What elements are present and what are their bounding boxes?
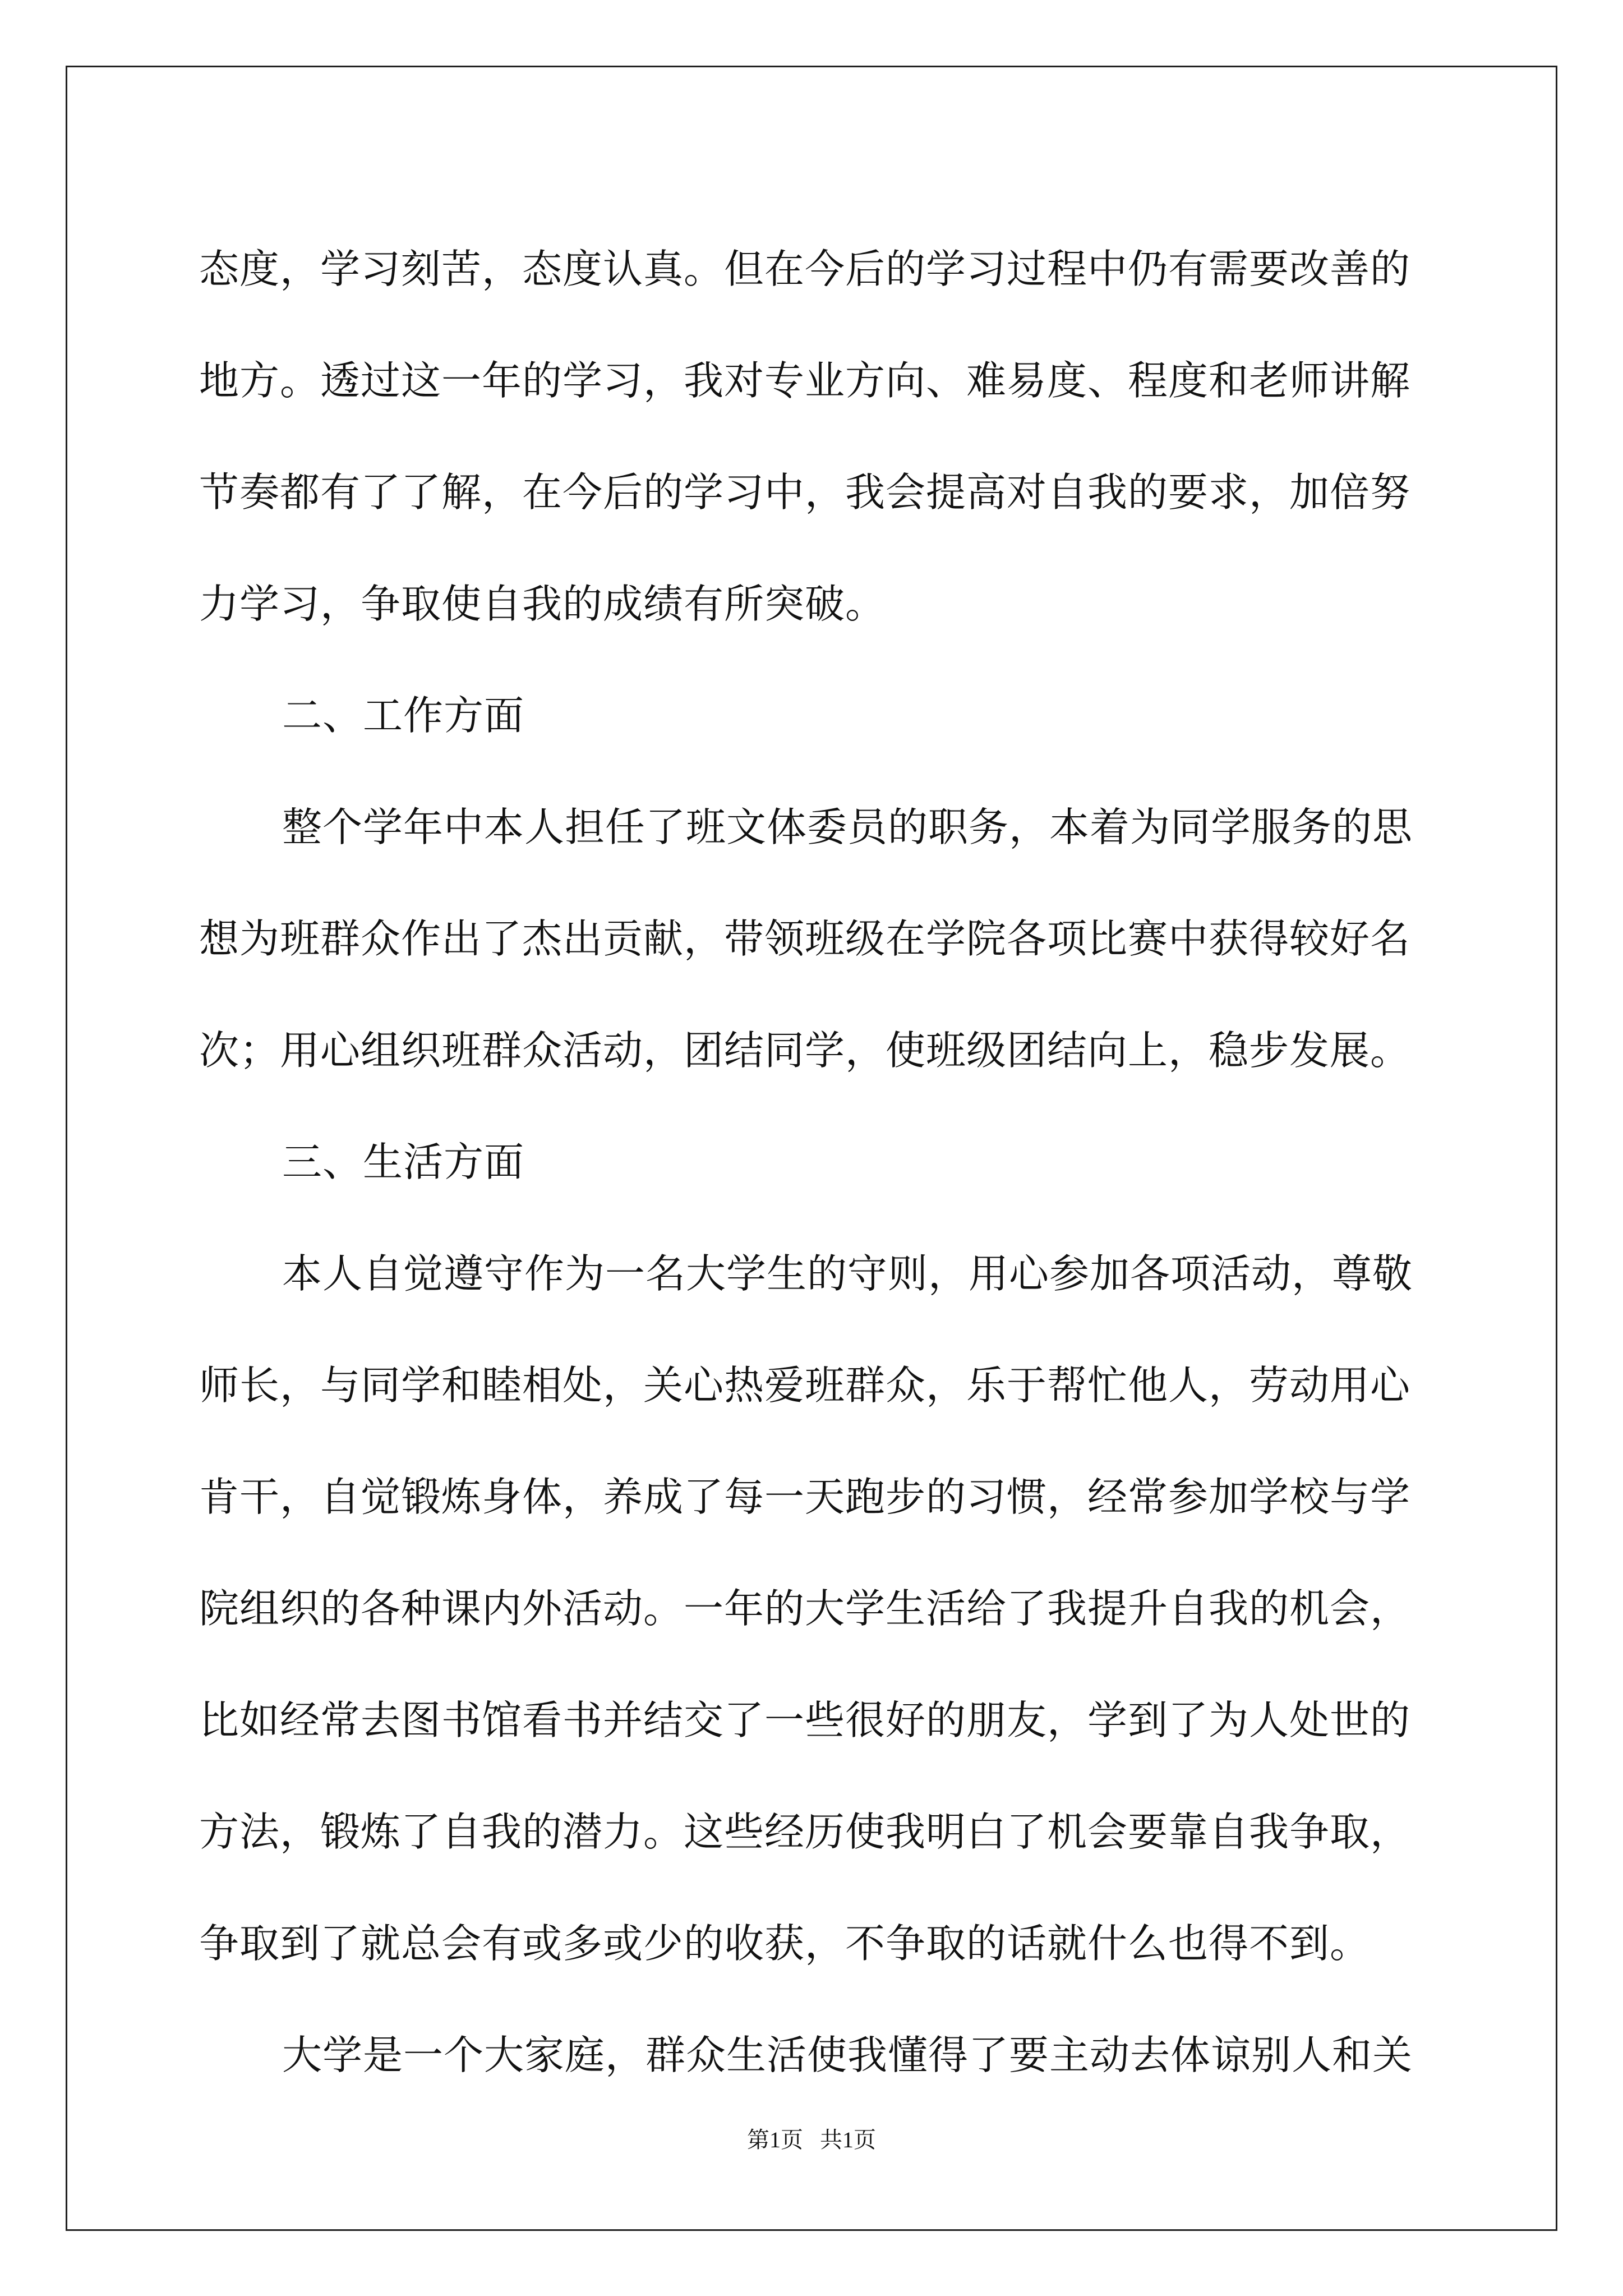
text-line: 争取到了就总会有或多或少的收获，不争取的话就什么也得不到。 — [199, 1920, 1371, 1967]
text-line: 方法，锻炼了自我的潜力。这些经历使我明白了机会要靠自我争取， — [199, 1809, 1411, 1855]
section-heading: 二、工作方面 — [282, 692, 525, 739]
text-line: 师长，与同学和睦相处，关心热爱班群众，乐于帮忙他人，劳动用心 — [199, 1362, 1411, 1409]
text-line: 整个学年中本人担任了班文体委员的职务，本着为同学服务的思 — [282, 804, 1413, 850]
page-number-total: 共1页 — [820, 2127, 876, 2152]
page-number-current: 第1页 — [747, 2127, 803, 2152]
text-line: 力学习，争取使自我的成绩有所突破。 — [199, 581, 886, 627]
text-line: 肯干，自觉锻炼身体，养成了每一天跑步的习惯，经常参加学校与学 — [199, 1474, 1411, 1520]
text-line: 比如经常去图书馆看书并结交了一些很好的朋友，学到了为人处世的 — [199, 1697, 1411, 1743]
text-line: 节奏都有了了解，在今后的学习中，我会提高对自我的要求，加倍努 — [199, 469, 1411, 516]
text-line: 院组织的各种课内外活动。一年的大学生活给了我提升自我的机会， — [199, 1585, 1411, 1632]
text-line: 大学是一个大家庭，群众生活使我懂得了要主动去体谅别人和关 — [282, 2032, 1413, 2078]
text-line: 次；用心组织班群众活动，团结同学，使班级团结向上，稳步发展。 — [199, 1027, 1411, 1074]
text-line: 想为班群众作出了杰出贡献，带领班级在学院各项比赛中获得较好名 — [199, 915, 1411, 962]
text-line: 态度，学习刻苦，态度认真。但在今后的学习过程中仍有需要改善的 — [199, 246, 1411, 292]
section-heading: 三、生活方面 — [282, 1139, 525, 1185]
page-footer — [0, 2126, 1623, 2154]
text-line: 本人自觉遵守作为一名大学生的守则，用心参加各项活动，尊敬 — [282, 1250, 1413, 1297]
document-body — [199, 213, 1430, 2111]
text-line: 地方。透过这一年的学习，我对专业方向、难易度、程度和老师讲解 — [199, 357, 1411, 404]
